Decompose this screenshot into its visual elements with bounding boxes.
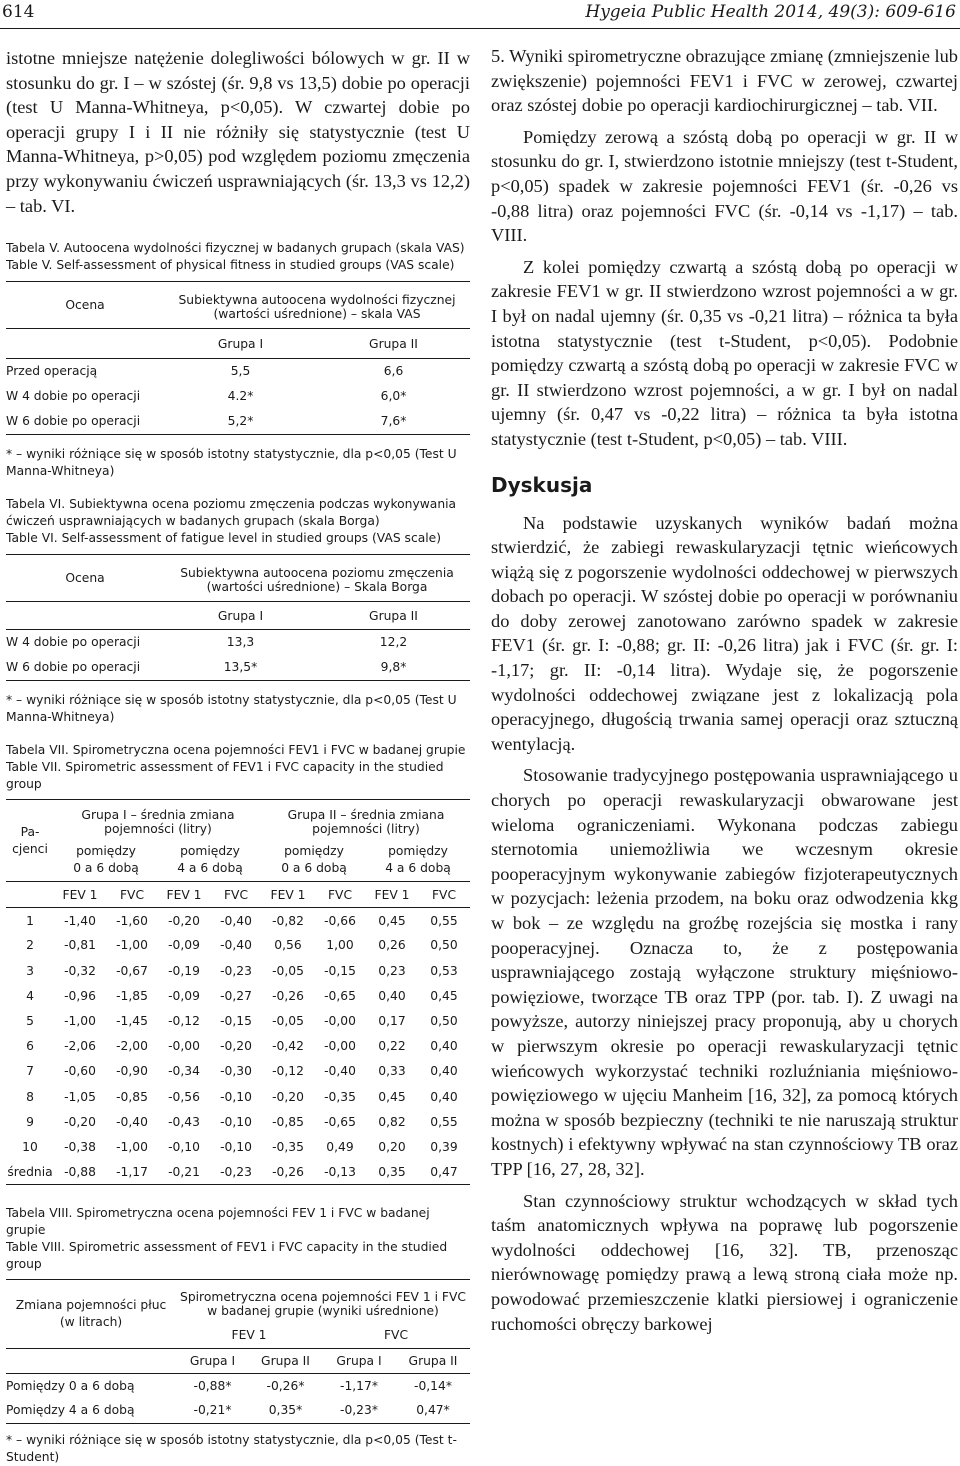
table-row [6, 1160, 470, 1185]
table-7-cell: -0,40 [116, 1114, 148, 1129]
table-7-col-fvc: FVC [210, 882, 262, 908]
table-7-patient-label: 6 [26, 1039, 34, 1054]
table-7-col-fvc: FVC [106, 882, 158, 908]
table-7-patient-label: 7 [26, 1064, 34, 1079]
table-7-cell: 0,55 [418, 908, 470, 933]
table-7-cell: -0,42 [272, 1039, 304, 1054]
table-7-cell: -0,00 [324, 1039, 356, 1054]
table-7-cell: 0,49 [326, 1139, 354, 1154]
table-5-row-label: W 4 dobie po operacji [6, 389, 141, 404]
table-7-cell: 0,20 [378, 1139, 406, 1154]
table-7-cell: -0,40 [220, 938, 252, 953]
table-7-sub-label: 4 a 6 dobą [177, 861, 243, 876]
table-7-cell: 0,26 [378, 938, 406, 953]
table-8-row-label: Pomiędzy 0 a 6 dobą [6, 1374, 176, 1398]
table-7-cell: 0,45 [366, 908, 418, 933]
table-row [6, 908, 470, 933]
table-7-cell: -0,96 [64, 988, 96, 1003]
table-row [6, 958, 470, 983]
table-7-patient-label: 5 [26, 1014, 34, 1028]
table-row [6, 1008, 470, 1033]
table-8-main-1: Spirometryczna ocena pojemności FEV 1 i FVC [176, 1280, 470, 1304]
table-7-cell: -0,15 [324, 963, 356, 978]
table-row [6, 359, 470, 384]
table-7-col-fev: FEV 1 [158, 882, 210, 908]
table-7-cell: 0,45 [430, 988, 458, 1003]
table-7-cell: -0,10 [220, 1139, 252, 1154]
table-7-cell: -0,26 [262, 1160, 314, 1185]
table-7-cell: -0,12 [272, 1064, 304, 1079]
table-7-patient-label: 2 [26, 938, 34, 953]
table-row [6, 409, 470, 435]
table-7-g2-head-2: pojemności (litry) [312, 821, 420, 836]
table-7-cell: 0,40 [430, 1089, 458, 1104]
table-5-col-ocena: Ocena [6, 282, 164, 329]
table-8-col-fvc: FVC [383, 1328, 409, 1343]
results-paragraph-day4-6: Z kolei pomiędzy czwartą a szóstą dobą po operacji w zakresie FEV1 w gr. II stwierdzono wzrost pojemności a w gr. I był on nadal ujemny (śr. 0,35 vs -0,21 litra) – różnica ta była istotna statystycznie (test t-Student, p<0,05). Podobnie pomiędzy czwartą a szóstą dobą po operacji w zakresie FVC w gr. II stwierdzono wzrost pojemności, a w gr. I był on nadal ujemny (śr. 0,47 vs -0,22 litra) – różnica ta była istotna statystycznie (test t-Student, p<0,05) – tab. VIII. [491, 256, 958, 449]
table-7-col-fev: FEV 1 [262, 882, 314, 908]
table-row [6, 983, 470, 1008]
table-7-cell: 0,40 [430, 1039, 458, 1054]
table-7-cell: -0,65 [324, 988, 356, 1003]
table-8-cell: -1,17* [322, 1374, 396, 1398]
table-row [6, 630, 470, 655]
table-7-cell: -0,09 [168, 988, 200, 1003]
table-8-col-zmiana-line-1: Zmiana pojemności płuc [15, 1298, 167, 1313]
table-7-sub-label: 0 a 6 dobą [73, 861, 139, 876]
table-7-cell: -0,27 [220, 988, 252, 1003]
intro-paragraph: istotne mniejsze natężenie dolegliwości bólowych w gr. II w stosunku do gr. I – w szóstej (śr. 9,8 vs 13,5) dobie po operacji (test U Manna-Whitneya, p<0,05). W czwartej dobie po operacji grupy I i II nie różniły się statystycznie (test U Manna-Whitneya, p>0,05) pod względem poziomu zmęczenia przy wykonywaniu ćwiczeń usprawniających (śr. 13,3 vs 12,2) – tab. VI. [6, 48, 470, 216]
table-8-caption-pl: Tabela VIII. Spirometryczna ocena pojemności FEV 1 i FVC w badanej grupie [6, 1206, 430, 1238]
table-7-cell: 0,40 [430, 1064, 458, 1079]
table-7-cell: -1,40 [54, 908, 106, 933]
table-5-caption-en: Table V. Self-assessment of physical fitness in studied groups (VAS scale) [6, 258, 455, 273]
table-7-cell: -0,26 [272, 988, 304, 1003]
table-8-col-g1: Grupa I [176, 1349, 249, 1374]
table-7-cell: -0,10 [220, 1114, 252, 1129]
table-7-cell: 0,17 [378, 1014, 406, 1028]
table-7-cell: 0,22 [378, 1039, 406, 1054]
table-7-cell: -0,34 [168, 1064, 200, 1079]
table-7-cell: -0,67 [116, 963, 148, 978]
table-7-cell: -0,20 [220, 1039, 252, 1054]
table-8-cell: -0,88* [176, 1374, 249, 1398]
table-7-cell: 0,40 [378, 988, 406, 1003]
table-5-row-label: W 6 dobie po operacji [6, 409, 164, 435]
table-7-col-fev: FEV 1 [366, 882, 418, 908]
table-7-cell: 1,00 [326, 938, 354, 953]
table-7-cell: -0,20 [272, 1089, 304, 1104]
table-8-col-g2: Grupa II [249, 1349, 322, 1374]
table-5-col-main-2: (wartości uśrednione) – skala VAS [213, 306, 421, 321]
table-7-cell: -0,10 [220, 1089, 252, 1104]
table-7-cell: -0,05 [272, 963, 304, 978]
table-7-sub-label: 0 a 6 dobą [281, 861, 347, 876]
table-7-col-fvc: FVC [314, 882, 366, 908]
table-8 [6, 1279, 470, 1424]
table-7-g2-sub-a [262, 840, 366, 882]
table-6-row-label: W 4 dobie po operacji [6, 630, 164, 655]
table-6-col-g1: Grupa I [164, 602, 317, 630]
table-5-cell: 5,5 [164, 359, 317, 384]
table-7-g2-sub-b [366, 840, 470, 882]
table-7-patient-label: 3 [26, 963, 34, 978]
discussion-paragraph-1: Na podstawie uzyskanych wyników badań można stwierdzić, że zabiegi rewaskularyzacji tętnic wieńcowych wiążą się z pogorszenie wydolności oddechowej w pierwszych dobach po operacji. W szóstej dobie po operacji w porównaniu do doby zerowej zanotowano zarówno spadek w zakresie FEV1 (śr. gr. I: -0,88; gr. II: -0,26 litra) jak i FVC (śr. gr. I: -1,17; gr. II: -0,14 litra). Wydaje się, że pogorszenie wydolności oddechowej związane jest z lokalizacją pola operacyjnego, długością trwania samej operacji oraz sztuczną wentylacją. [491, 512, 958, 754]
table-row [6, 1374, 470, 1398]
page-number: 614 [2, 2, 35, 22]
table-7-patient-label: 9 [26, 1114, 34, 1129]
table-7-col-pacjenci-line-1: Pa- [20, 824, 40, 839]
results-paragraph-fev-fvc: Pomiędzy zerową a szóstą dobą po operacji w gr. II w stosunku do gr. I, stwierdzono istotnie mniejszy (test t-Student, p<0,05) spadek w zakresie pojemności FEV1 (śr. -0,26 vs -0,88 litra) oraz pojemności FVC (śr. -0,14 vs -1,17) – tab. VIII. [491, 126, 958, 246]
table-6-block [6, 496, 470, 726]
table-7-cell: -0,65 [324, 1114, 356, 1129]
table-7-cell: -0,20 [64, 1114, 96, 1129]
table-7-cell: -0,82 [262, 908, 314, 933]
table-6-col-g2: Grupa II [317, 602, 470, 630]
table-7-sub-label: pomiędzy [284, 844, 344, 859]
table-5-footnote: * – wyniki różniące się w sposób istotny statystycznie, dla p<0,05 (Test U Manna-Whitneya) [6, 447, 457, 479]
table-7-col-fev: FEV 1 [54, 882, 106, 908]
table-6-footnote: * – wyniki różniące się w sposób istotny statystycznie, dla p<0,05 (Test U Manna-Whitneya) [6, 693, 457, 725]
table-8-caption-en: Table VIII. Spirometric assessment of FEV1 i FVC capacity in the studied group [6, 1240, 448, 1272]
table-5-caption-pl: Tabela V. Autoocena wydolności fizycznej w badanych grupach (skala VAS) [6, 241, 465, 256]
table-7-cell: -0,19 [168, 963, 200, 978]
table-7-g1-sub-a [54, 840, 158, 882]
table-7-cell: -0,23 [210, 1160, 262, 1185]
table-7-cell: -0,10 [168, 1139, 200, 1154]
table-7-cell: -1,00 [64, 1014, 96, 1028]
table-5-col-main-1: Subiektywna autoocena wydolności fizycznej [164, 282, 470, 307]
table-8-cell: -0,23* [322, 1398, 396, 1424]
table-8-footnote: * – wyniki różniące się w sposób istotny statystycznie, dla p<0,05 (Test t-Student) [6, 1433, 457, 1465]
table-7-cell: -1,00 [116, 1139, 148, 1154]
table-7-cell: -1,60 [106, 908, 158, 933]
table-7-cell: -0,15 [220, 1014, 252, 1028]
table-7-cell: -0,23 [220, 963, 252, 978]
table-7-sub-label: pomiędzy [388, 844, 448, 859]
table-5-block [6, 240, 470, 480]
table-8-col-g1: Grupa I [322, 1349, 396, 1374]
table-8-main-2: w badanej grupie (wyniki uśrednione) [207, 1303, 439, 1318]
table-7-cell: -0,40 [210, 908, 262, 933]
table-7-cell: 0,35 [366, 1160, 418, 1185]
table-7-cell: -1,00 [116, 938, 148, 953]
table-7-cell: -0,13 [314, 1160, 366, 1185]
table-7-cell: 0,82 [378, 1114, 406, 1129]
journal-reference: Hygeia Public Health 2014, 49(3): 609-616 [585, 2, 956, 22]
table-7-patient-label: 10 [22, 1139, 38, 1154]
table-7-caption-pl: Tabela VII. Spirometryczna ocena pojemności FEV1 i FVC w badanej grupie [6, 743, 466, 758]
table-8-block [6, 1205, 470, 1466]
table-5-cell: 5,2* [164, 409, 317, 435]
table-7-col-fvc: FVC [418, 882, 470, 908]
section-heading-dyskusja: Dyskusja [491, 472, 593, 497]
table-7-cell: -0,00 [168, 1039, 200, 1054]
table-7-cell: 0,23 [378, 963, 406, 978]
table-7-patient-label: 8 [26, 1089, 34, 1104]
table-6-cell: 13,5* [164, 655, 317, 681]
table-7-patient-label: 4 [26, 988, 34, 1003]
table-8-cell: 0,47* [396, 1398, 470, 1424]
table-6-col-ocena: Ocena [6, 555, 164, 602]
table-5-cell: 7,6* [317, 409, 470, 435]
table-row [6, 933, 470, 958]
table-7-cell: 0,55 [430, 1114, 458, 1129]
table-7-cell: 0,39 [430, 1139, 458, 1154]
table-6-cell: 13,3 [164, 630, 317, 655]
table-7-cell: -0,12 [168, 1014, 200, 1028]
table-7-cell: -0,60 [64, 1064, 96, 1079]
table-6-caption-en: Table VI. Self-assessment of fatigue level in studied groups (VAS scale) [6, 531, 442, 546]
table-5-col-g1: Grupa I [164, 329, 317, 359]
table-5-row-label: Przed operacją [6, 359, 164, 384]
table-7-cell: 0,45 [378, 1089, 406, 1104]
table-5-cell: 6,6 [317, 359, 470, 384]
table-8-col-g2: Grupa II [396, 1349, 470, 1374]
results-paragraph-5: 5. Wyniki spirometryczne obrazujące zmianę (zmniejszenie lub zwiększenie) pojemności FEV1 i FVC w zerowej, czwartej oraz szóstej dobie po operacji kardiochirurgicznej – tab. VII. [491, 46, 958, 116]
table-7-cell: -0,66 [314, 908, 366, 933]
table-7-col-pacjenci [6, 800, 54, 882]
table-7-cell: 0,56 [274, 938, 302, 953]
table-5-cell: 4.2* [227, 389, 254, 404]
table-row [6, 1059, 470, 1084]
table-7-cell: -0,90 [116, 1064, 148, 1079]
table-row [6, 1398, 470, 1424]
table-7-block [6, 742, 470, 1185]
table-6-col-main-2: (wartości uśrednione) – Skala Borga [206, 579, 428, 594]
table-7-cell: -0,85 [116, 1089, 148, 1104]
table-8-cell: -0,26* [249, 1374, 322, 1398]
discussion-paragraph-3: Stan czynnościowy struktur wchodzących w skład tych taśm anatomicznych wpływa na poprawę lub pogorszenie wydolności oddechowej [16, 32]. TB, przenosząc nierównowagę pomiędzy prawą a lewą stroną ciała może np. powodować przemieszczenie klatki piersiowej i ograniczenie ruchomości obręczy barkowej [491, 1190, 958, 1334]
table-7-cell: 0,50 [430, 1014, 458, 1028]
table-7-sub-label: pomiędzy [76, 844, 136, 859]
table-7-cell: -0,09 [168, 938, 200, 953]
table-7-cell: -0,85 [272, 1114, 304, 1129]
table-8-col-zmiana [6, 1280, 176, 1349]
table-7-cell: -0,43 [168, 1114, 200, 1129]
table-7-caption-en: Table VII. Spirometric assessment of FEV1 i FVC capacity in the studied group [6, 760, 444, 792]
table-7-cell: -0,56 [168, 1089, 200, 1104]
table-row [6, 1084, 470, 1109]
table-row [6, 1034, 470, 1059]
table-7-cell: -0,30 [220, 1064, 252, 1079]
table-7-g1-head-2: pojemności (litry) [104, 821, 212, 836]
table-5-cell: 6,0* [380, 389, 407, 404]
table-7-cell: 0,47 [418, 1160, 470, 1185]
table-5 [6, 281, 470, 435]
table-6-cell: 12,2 [317, 630, 470, 655]
table-8-col-fev: FEV 1 [231, 1328, 267, 1343]
table-7-cell: 0,50 [430, 938, 458, 953]
table-8-cell: -0,21* [176, 1398, 249, 1424]
table-8-row-label: Pomiędzy 4 a 6 dobą [6, 1398, 176, 1424]
table-7-cell: -0,81 [64, 938, 96, 953]
table-7-sub-label: pomiędzy [180, 844, 240, 859]
table-7 [6, 799, 470, 1185]
table-7-g1-head-1: Grupa I – średnia zmiana [54, 800, 262, 822]
table-7-cell: -0,40 [324, 1064, 356, 1079]
table-7-cell: -1,17 [106, 1160, 158, 1185]
right-column [491, 44, 958, 1336]
table-7-cell: 0,53 [430, 963, 458, 978]
table-6-caption-pl-2: ćwiczeń usprawniających w badanych grupach (skala Borga) [6, 514, 380, 529]
table-6-col-main-1: Subiektywna autoocena poziomu zmęczenia [164, 555, 470, 580]
table-7-sub-label: 4 a 6 dobą [385, 861, 451, 876]
table-5-col-g2: Grupa II [317, 329, 470, 359]
table-row [6, 1109, 470, 1134]
table-7-cell: -0,21 [158, 1160, 210, 1185]
table-7-cell: -0,32 [64, 963, 96, 978]
table-6 [6, 554, 470, 681]
table-7-cell: 0,33 [378, 1064, 406, 1079]
table-7-g1-sub-b [158, 840, 262, 882]
table-7-cell: -0,38 [64, 1139, 96, 1154]
table-6-caption-pl-1: Tabela VI. Subiektywna ocena poziomu zmęczenia podczas wykonywania [6, 497, 457, 512]
table-7-cell: -2,06 [64, 1039, 96, 1054]
table-7-cell: -0,35 [324, 1089, 356, 1104]
table-7-cell: -0,20 [158, 908, 210, 933]
table-7-cell: -1,85 [116, 988, 148, 1003]
table-7-patient-label: średnia [6, 1160, 54, 1185]
table-7-patient-label: 1 [6, 908, 54, 933]
table-8-cell: -0,14* [396, 1374, 470, 1398]
table-7-cell: -0,88 [54, 1160, 106, 1185]
left-column [6, 46, 470, 1466]
table-7-cell: -0,35 [272, 1139, 304, 1154]
table-row [6, 384, 470, 409]
table-7-cell: -1,05 [64, 1089, 96, 1104]
page-header [0, 0, 960, 29]
table-8-cell: 0,35* [249, 1398, 322, 1424]
table-7-cell: -1,45 [116, 1014, 148, 1028]
table-7-cell: -0,05 [272, 1014, 304, 1028]
discussion-paragraph-2: Stosowanie tradycyjnego postępowania usprawniającego u chorych po operacji rewaskularyzacji obwarowane jest wieloma ograniczeniami. Wykonana podczas zabiegu sternotomia uniemożliwia we wczesnym okresie pooperacyjnym wykonywanie zabiegów fizjoterapeutycznych w pozycjach: leżenia przodem, na boku oraz odwodzenia kkg w bok – ze względu na groźbę rozejścia się mostka i rany pooperacyjnej. Oznacza to, że z postępowania usprawniającego zostają wyłączone struktury mięśniowo-powięziowe, tworzące TB oraz TPP (por. tab. I). Z uwagi na powyższe, autorzy niniejszej pracy proponują, aby u chorych w pierwszym okresie po operacji rewaskularyzacji tętnic wieńcowych wykorzystać techniki rozluźniania mięśniowo-powięziowego w ujęciu Manheim [16, 32], za pomocą których można w sposób bezpieczny (techniki te nie naruszają struktur kostnych) i efektywny wpływać na stan czynnościowy TB oraz TPP [16, 27, 28, 32]. [491, 765, 958, 1179]
table-6-row-label: W 6 dobie po operacji [6, 655, 164, 681]
table-8-col-zmiana-line-2: (w litrach) [59, 1315, 123, 1330]
table-7-cell: -0,00 [324, 1014, 356, 1028]
table-row [6, 1134, 470, 1159]
table-7-cell: -2,00 [116, 1039, 148, 1054]
table-row [6, 655, 470, 681]
table-7-col-pacjenci-line-2: cjenci [12, 841, 48, 856]
table-7-g2-head-1: Grupa II – średnia zmiana [262, 800, 470, 822]
table-6-cell: 9,8* [317, 655, 470, 681]
